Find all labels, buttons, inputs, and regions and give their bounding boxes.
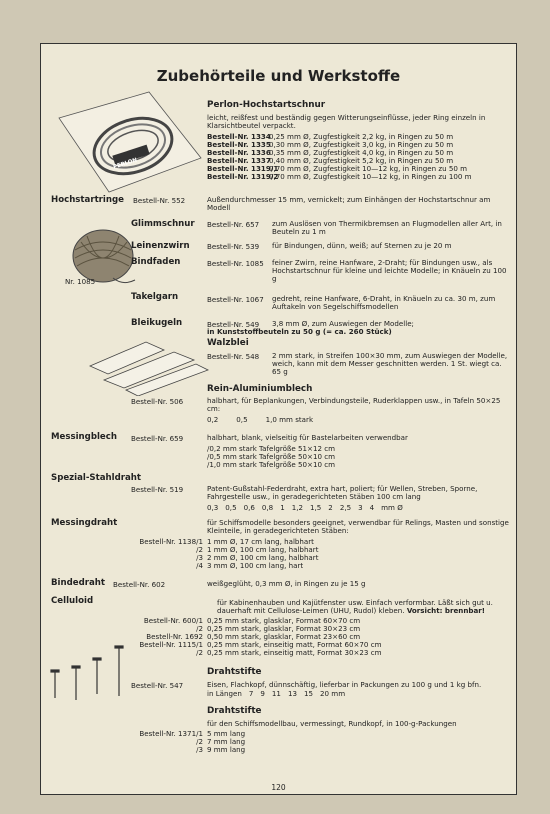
- item-spec: 0,35 mm Ø, Zugfestigkeit 4,0 kg, in Ringen zu 50 m: [269, 148, 454, 157]
- messingblech-description: halbhart, blank, vielseitig für Bastelarbeiten verwendbar: [207, 433, 408, 442]
- order-number: Bestell-Nr. 1319/2: [207, 172, 279, 181]
- messingblech-label: Messingblech: [51, 432, 117, 442]
- order-number: Bestell-Nr. 602: [113, 580, 166, 589]
- value: 4: [369, 503, 375, 512]
- messingdraht-description: für Schiffsmodelle besonders geeignet, verwendbar für Relings, Masten und sonstige Kleinteile, in geradegerichteten Stäben:: [207, 518, 509, 535]
- item-spec: 0,50 mm stark, glasklar, Format 23×60 cm: [207, 632, 361, 641]
- item-spec: 7 mm lang: [207, 737, 246, 746]
- item-spec: 0,25 mm stark, einseitig matt, Format 60×70 cm: [207, 640, 382, 649]
- order-number: /2: [196, 648, 203, 657]
- celluloid-list: [125, 617, 382, 657]
- value: 1,0 mm stark: [265, 415, 314, 424]
- item-spec: 1 mm Ø, 17 cm lang, halbhart: [207, 537, 314, 546]
- value: 2,5: [339, 503, 352, 512]
- order-number: Bestell-Nr. 547: [131, 681, 184, 690]
- list-item: [207, 173, 472, 181]
- leinenzwirn-label: Leinenzwirn: [131, 241, 190, 251]
- item-spec: 1 mm Ø, 100 cm lang, halbhart: [207, 545, 319, 554]
- order-number: Bestell-Nr. 1337: [207, 156, 271, 165]
- value: 1: [280, 503, 285, 512]
- stahldraht-diameter-values: [207, 504, 410, 512]
- walzblei-heading: Walzblei: [207, 338, 249, 348]
- item-spec: 9 mm lang: [207, 745, 246, 754]
- bindedraht-label: Bindedraht: [51, 578, 106, 588]
- order-number: /2: [196, 624, 203, 633]
- drahtstifte-length-values: [207, 690, 352, 698]
- nails-image: [49, 644, 129, 704]
- item-spec: 0,25 mm Ø, Zugfestigkeit 2,2 kg, in Ringen zu 50 m: [269, 132, 454, 141]
- perlon-list: [207, 133, 472, 181]
- item-spec: 0,40 mm Ø, Zugfestigkeit 5,2 kg, in Ringen zu 50 m: [269, 156, 454, 165]
- item-spec: 5 mm lang: [207, 729, 246, 738]
- value: 0,5: [225, 503, 237, 512]
- walzblei-description: 2 mm stark, in Streifen 100×30 mm, zum Auswiegen der Modelle, weich, kann mit dem Messer geschnitten werden. 1 St. wiegt ca. 65 g: [272, 351, 508, 376]
- order-number: /4: [196, 561, 203, 570]
- leinenzwirn-description: für Bindungen, dünn, weiß; auf Sternen zu je 20 m: [272, 241, 452, 250]
- list-item: [207, 461, 335, 469]
- bleikugeln-packaging: in Kunststoffbeuteln zu 50 g (= ca. 260 Stück): [207, 327, 392, 336]
- order-number: Bestell-Nr. 659: [131, 434, 184, 443]
- order-number: Bestell-Nr. 600/1: [143, 616, 203, 625]
- order-number: Bestell-Nr. 548: [207, 352, 260, 361]
- item-thickness: /1,0 mm stark: [207, 460, 257, 469]
- value: 0,3: [207, 503, 219, 512]
- value: 13: [287, 689, 297, 698]
- order-number: Bestell-Nr. 549: [207, 320, 260, 329]
- value: 7: [248, 689, 254, 698]
- stahldraht-description: Patent-Gußstahl-Federdraht, extra hart, poliert; für Wellen, Streben, Sporne, Fahrgestelle usw., in geradegerichteten Stäben 100 cm lang: [207, 484, 478, 501]
- item-spec: 0,70 mm Ø, Zugfestigkeit 10—12 kg, in Ringen zu 100 m: [269, 172, 472, 181]
- lead-strips-image: [86, 334, 211, 396]
- bindfaden-label: Bindfaden: [131, 257, 181, 267]
- value: 11: [271, 689, 281, 698]
- order-number: /2: [196, 545, 203, 554]
- order-number: Bestell-Nr. 506: [131, 397, 184, 406]
- bleikugeln-description: 3,8 mm Ø, zum Auswiegen der Modelle;: [272, 319, 414, 328]
- order-number: Bestell-Nr. 1138/1: [139, 537, 203, 546]
- glimmschnur-label: Glimmschnur: [131, 219, 195, 229]
- item-spec: 0,25 mm stark, einseitig matt, Format 30×23 cm: [207, 648, 382, 657]
- bleikugeln-label: Bleikugeln: [131, 318, 183, 328]
- catalog-page: [40, 43, 517, 795]
- celluloid-label: Celluloid: [51, 596, 94, 606]
- order-number: Bestell-Nr. 1335: [207, 140, 271, 149]
- item-size: Tafelgröße 51×12 cm: [259, 444, 336, 453]
- item-spec: 0,25 mm stark, glasklar, Format 60×70 cm: [207, 616, 361, 625]
- perlon-package-image: [51, 88, 211, 198]
- order-number: /3: [196, 745, 203, 754]
- aluminium-thickness-values: [207, 416, 320, 424]
- celluloid-warning: Vorsicht: brennbar!: [406, 606, 485, 615]
- glimmschnur-description: zum Auslösen von Thermikbremsen an Flugmodellen aller Art, in Beuteln zu 1 m: [272, 219, 502, 236]
- order-number: Bestell-Nr. 1336: [207, 148, 271, 157]
- item-spec: 0,70 mm Ø, Zugfestigkeit 10—12 kg, in Ringen zu 50 m: [269, 164, 468, 173]
- perlon-description: leicht, reißfest und beständig gegen Witterungseinflüsse, jeder Ring einzeln in Klarsichtbeutel verpackt.: [207, 113, 486, 130]
- aluminium-description: halbhart, für Beplankungen, Verbindungsteile, Ruderklappen usw., in Tafeln 50×25 cm:: [207, 396, 501, 413]
- value: 9: [260, 689, 265, 698]
- drahtstifte-ship-list: [125, 730, 245, 754]
- drahtstifte-description: Eisen, Flachkopf, dünnschäftig, lieferbar in Packungen zu 100 g und 1 kg bfn.: [207, 680, 482, 689]
- celluloid-text: für Kabinenhauben und Kajütfenster usw. Einfach verformbar. Läßt sich gut u. dauerhaft mit Cellulose-Leimen (UHU, Rudol) kleben.: [217, 598, 493, 615]
- stahldraht-label: Spezial-Stahldraht: [51, 473, 142, 483]
- order-number: Bestell-Nr. 1067: [207, 295, 264, 304]
- item-size: Tafelgröße 50×10 cm: [259, 452, 336, 461]
- item-size: Tafelgröße 50×10 cm: [259, 460, 336, 469]
- order-number: Bestell-Nr. 519: [131, 485, 184, 494]
- value: 3: [358, 503, 363, 512]
- order-number: Bestell-Nr. 1085: [207, 259, 264, 268]
- value: mm Ø: [381, 503, 403, 512]
- page-number: 120: [271, 783, 286, 792]
- aluminium-heading: Rein-Aluminiumblech: [207, 384, 313, 394]
- list-item: [125, 649, 382, 657]
- list-item: [125, 562, 318, 570]
- item-spec: 3 mm Ø, 100 cm lang, hart: [207, 561, 304, 570]
- order-number: /2: [196, 737, 203, 746]
- order-number: Bestell-Nr. 657: [207, 220, 260, 229]
- messingdraht-label: Messingdraht: [51, 518, 118, 528]
- order-number: Bestell-Nr. 1319/1: [207, 164, 279, 173]
- value: 0,2: [207, 415, 219, 424]
- order-number: Bestell-Nr. 1334: [207, 132, 271, 141]
- celluloid-description: [217, 599, 511, 615]
- order-number: Bestell-Nr. 552: [133, 196, 186, 205]
- drahtstifte-ship-heading: Drahtstifte: [207, 706, 262, 716]
- value: 0,8: [261, 503, 274, 512]
- messingdraht-list: [125, 538, 318, 570]
- item-thickness: /0,2 mm stark: [207, 444, 257, 453]
- order-number: Bestell-Nr. 1115/1: [139, 640, 203, 649]
- bindedraht-description: weißgeglüht, 0,3 mm Ø, in Ringen zu je 15 g: [207, 579, 366, 588]
- takelgarn-label: Takelgarn: [131, 292, 179, 302]
- value: 1,5: [310, 503, 322, 512]
- order-number: Bestell-Nr. 1371/1: [139, 729, 203, 738]
- item-spec: 2 mm Ø, 100 cm lang, halbhart: [207, 553, 319, 562]
- value: 15: [303, 689, 314, 698]
- drahtstifte-ship-description: für den Schiffsmodellbau, vermessingt, Rundkopf, in 100-g-Packungen: [207, 719, 457, 728]
- values-label: in Längen: [207, 689, 242, 698]
- order-number: Bestell-Nr. 539: [207, 242, 260, 251]
- value: 0,5: [236, 415, 248, 424]
- item-thickness: /0,5 mm stark: [207, 452, 257, 461]
- hochstartringe-description: Außendurchmesser 15 mm, vernickelt; zum Einhängen der Hochstartschnur am Modell: [207, 195, 491, 212]
- bindfaden-description: feiner Zwirn, reine Hanfware, 2-Draht; für Bindungen usw., als Hochstartschnur für kleine und leichte Modelle; in Knäueln zu 100 g: [272, 258, 507, 283]
- list-item: [125, 746, 245, 754]
- value: 1,2: [291, 503, 303, 512]
- drahtstifte-heading: Drahtstifte: [207, 667, 262, 677]
- item-spec: 0,25 mm stark, glasklar, Format 30×23 cm: [207, 624, 361, 633]
- image-caption: Nr. 1085: [65, 277, 96, 286]
- order-number: Bestell-Nr. 1692: [146, 632, 203, 641]
- package-label: PERLON: [112, 157, 138, 171]
- messingblech-list: [207, 445, 335, 469]
- order-number: /3: [196, 553, 203, 562]
- page-title: Zubehörteile und Werkstoffe: [156, 67, 401, 85]
- hochstartringe-label: Hochstartringe: [51, 195, 124, 205]
- value: 0,6: [243, 503, 255, 512]
- value: 2: [328, 503, 333, 512]
- value: 20 mm: [320, 689, 346, 698]
- perlon-heading: Perlon-Hochstartschnur: [207, 100, 326, 110]
- item-spec: 0,30 mm Ø, Zugfestigkeit 3,0 kg, in Ringen zu 50 m: [269, 140, 454, 149]
- takelgarn-description: gedreht, reine Hanfware, 6-Draht, in Knäueln zu ca. 30 m, zum Auftakeln von Segelschiffsmodellen: [272, 294, 496, 311]
